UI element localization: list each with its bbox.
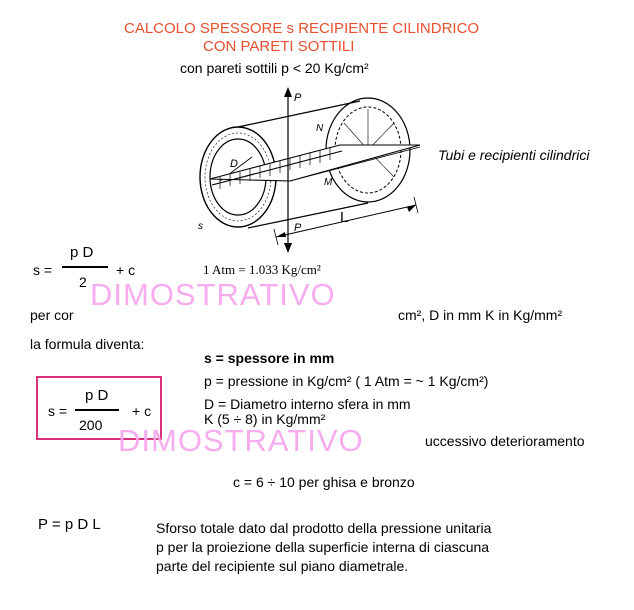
label-M: M [324,177,333,188]
formula2-lhs: s = [48,403,68,419]
legend-K: K (5 ÷ 8) in Kg/mm² [204,411,326,427]
formula2-numerator: p D [85,387,109,404]
formula2-denominator: 200 [79,417,103,433]
formula1-numerator: p D [70,244,94,261]
label-L: L [340,209,349,226]
formula1-fraction-bar [62,266,108,268]
legend-deterioramento: uccessivo deterioramento [425,433,585,449]
label-P-bottom: P [294,222,302,234]
figure-caption: Tubi e recipienti cilindrici [438,147,590,163]
formula-intro: la formula diventa: [30,336,145,352]
per-line-right: cm², D in mm K in Kg/mm² [398,307,563,323]
formula2-tail: + c [132,403,152,419]
legend-p: p = pressione in Kg/cm² ( 1 Atm = ~ 1 Kg/cm²) [204,373,489,389]
page-title-line2: CON PARETI SOTTILI [203,38,355,55]
force-desc-line3: parte del recipiente sul piano diametrale. [156,558,409,574]
force-desc-line1: Sforso totale dato dal prodotto della pressione unitaria [156,520,492,536]
label-D: D [230,158,238,170]
formula2-fraction-bar [75,409,119,411]
label-s: s [198,221,203,232]
subtitle: con pareti sottili p < 20 Kg/cm² [180,60,369,76]
cylinder-diagram [190,85,430,260]
label-P-top: P [294,92,302,104]
per-line-left: per cor [30,307,74,323]
legend-D: D = Diametro interno sfera in mm [204,396,411,412]
formula1-denominator: 2 [79,274,87,290]
atm-note: 1 Atm = 1.033 Kg/cm² [203,262,321,277]
page-title: CALCOLO SPESSORE s RECIPIENTE CILINDRICO [124,20,480,37]
force-desc-line2: p per la proiezione della superficie interna di ciascuna [156,539,490,555]
label-N: N [316,123,324,134]
legend-s: s = spessore in mm [204,350,335,366]
force-formula: P = p D L [38,516,101,533]
formula1-tail: + c [116,262,136,278]
watermark-2: DIMOSTRATIVO [118,423,364,458]
formula1-lhs: s = [33,262,53,278]
legend-c: c = 6 ÷ 10 per ghisa e bronzo [233,474,415,490]
watermark: DIMOSTRATIVO [90,277,336,312]
